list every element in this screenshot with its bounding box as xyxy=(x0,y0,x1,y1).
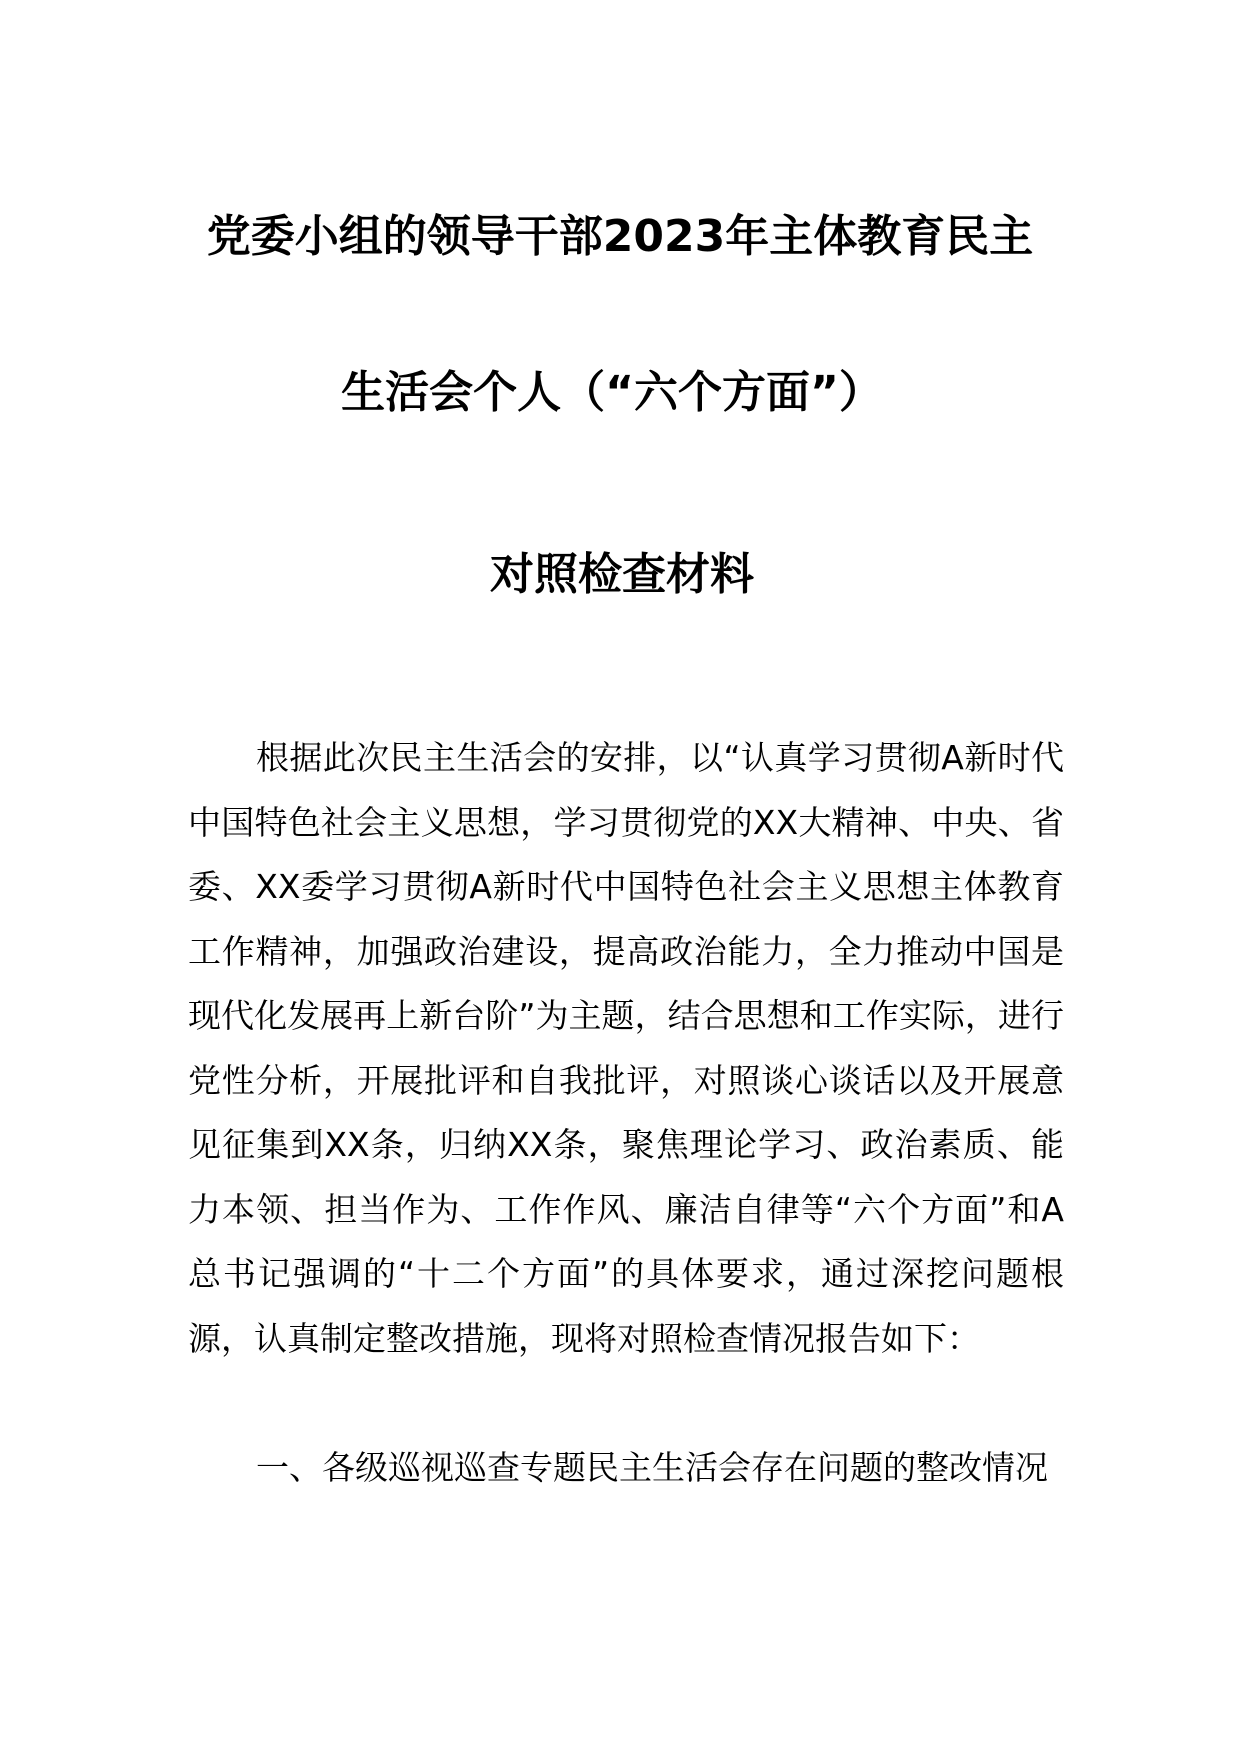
document-title-line-3: 对照检查材料 xyxy=(490,549,754,600)
document-title-line-2: 生活会个人（“六个方面”） xyxy=(341,367,883,418)
document-title-line-1: 党委小组的领导干部2023年主体教育民主 xyxy=(206,211,1034,262)
section-heading-1: 一、各级巡视巡查专题民主生活会存在问题的整改情况 xyxy=(256,1448,1048,1487)
intro-paragraph: 根据此次民主生活会的安排，以“认真学习贯彻A新时代中国特色社会主义思想，学习贯彻党的XX大精神、中央、省委、XX委学习贯彻A新时代中国特色社会主义思想主体教育工作精神，加强政治建设，提高政治能力，全力推动中国是现代化发展再上新台阶”为主题，结合思想和工作实际，进行党性分析，开展批评和自我批评，对照谈心谈话以及开展意见征集到XX条，归纳XX条，聚焦理论学习、政治素质、能力本领、担当作为、工作作风、廉洁自律等“六个方面”和A总书记强调的“十二个方面”的具体要求，通过深挖问题根源，认真制定整改措施，现将对照检查情况报告如下： xyxy=(188,738,1064,1358)
